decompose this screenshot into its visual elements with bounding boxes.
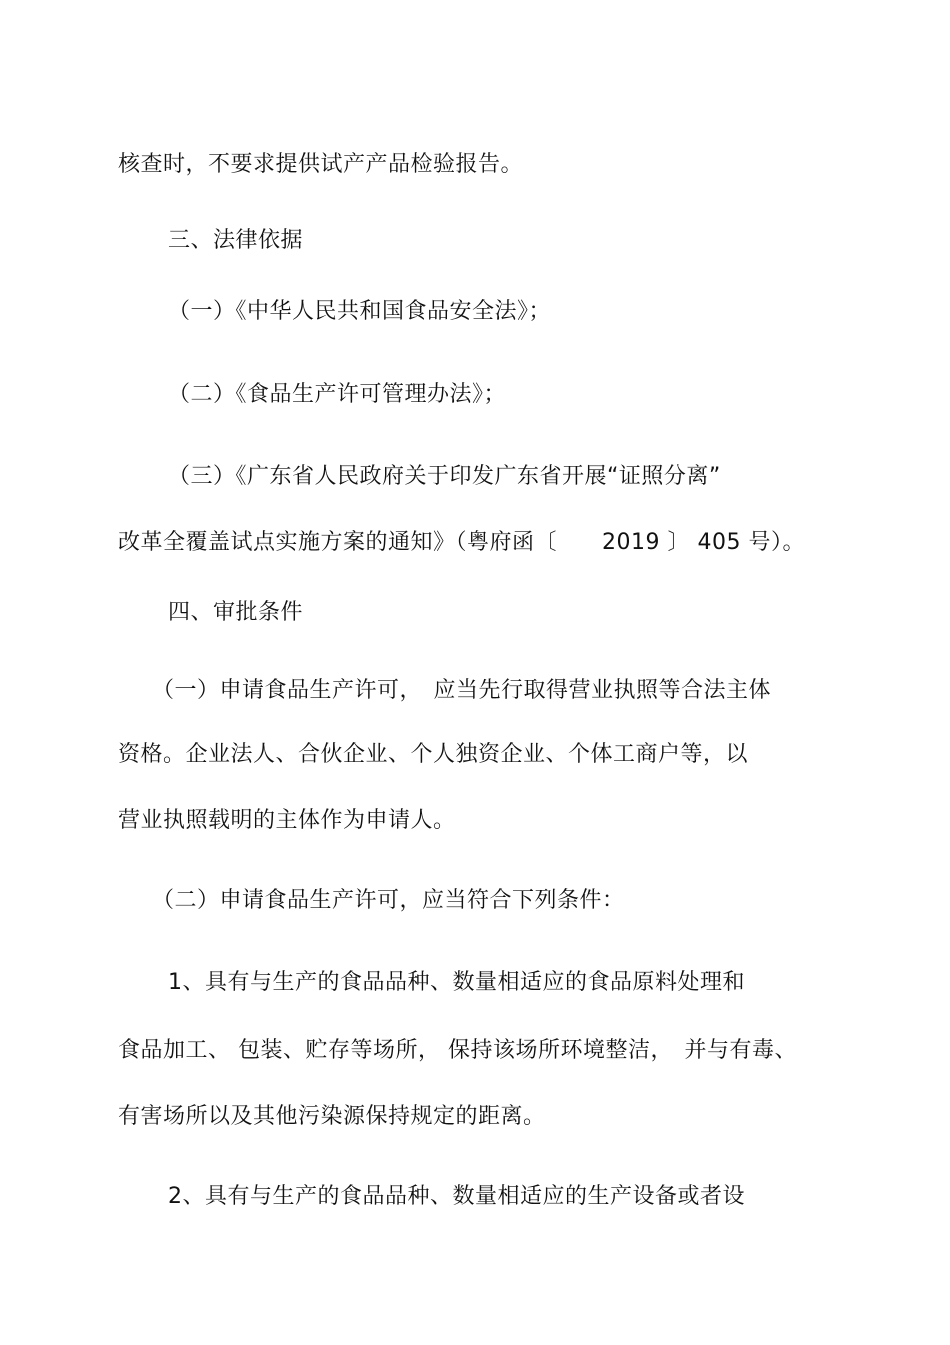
condition-2-item-1-line-1: 1、具有与生产的食品品种、数量相适应的食品原料处理和 [168,970,745,995]
condition-2-line-1: （二）申请食品生产许可，应当符合下列条件： [152,888,625,913]
list-item-3-line-1: （三）《广东省人民政府关于印发广东省开展“证照分离” [168,464,721,489]
section-heading-legal-basis: 三、法律依据 [168,228,304,253]
condition-2-item-1-line-3: 有害场所以及其他污染源保持规定的距离。 [118,1104,546,1129]
list-item-2: （二）《食品生产许可管理办法》； [168,382,507,407]
list-item-3-line-2: 改革全覆盖试点实施方案的通知》（粤府函〔 2019 〕 405 号）。 [118,530,805,555]
paragraph-line-1: 核查时，不要求提供试产产品检验报告。 [118,152,524,177]
section-heading-approval-conditions: 四、审批条件 [168,600,304,625]
condition-1-line-1: （一）申请食品生产许可， 应当先行取得营业执照等合法主体 [152,678,772,703]
condition-2-item-1-line-2: 食品加工、 包装、贮存等场所， 保持该场所环境整洁， 并与有毒、 [118,1038,797,1063]
condition-1-line-2: 资格。企业法人、合伙企业、个人独资企业、个体工商户等，以 [118,742,749,767]
list-item-1: （一）《中华人民共和国食品安全法》； [168,299,552,324]
condition-2-item-2-line-1: 2、具有与生产的食品品种、数量相适应的生产设备或者设 [168,1184,745,1209]
condition-1-line-3: 营业执照载明的主体作为申请人。 [118,808,456,833]
